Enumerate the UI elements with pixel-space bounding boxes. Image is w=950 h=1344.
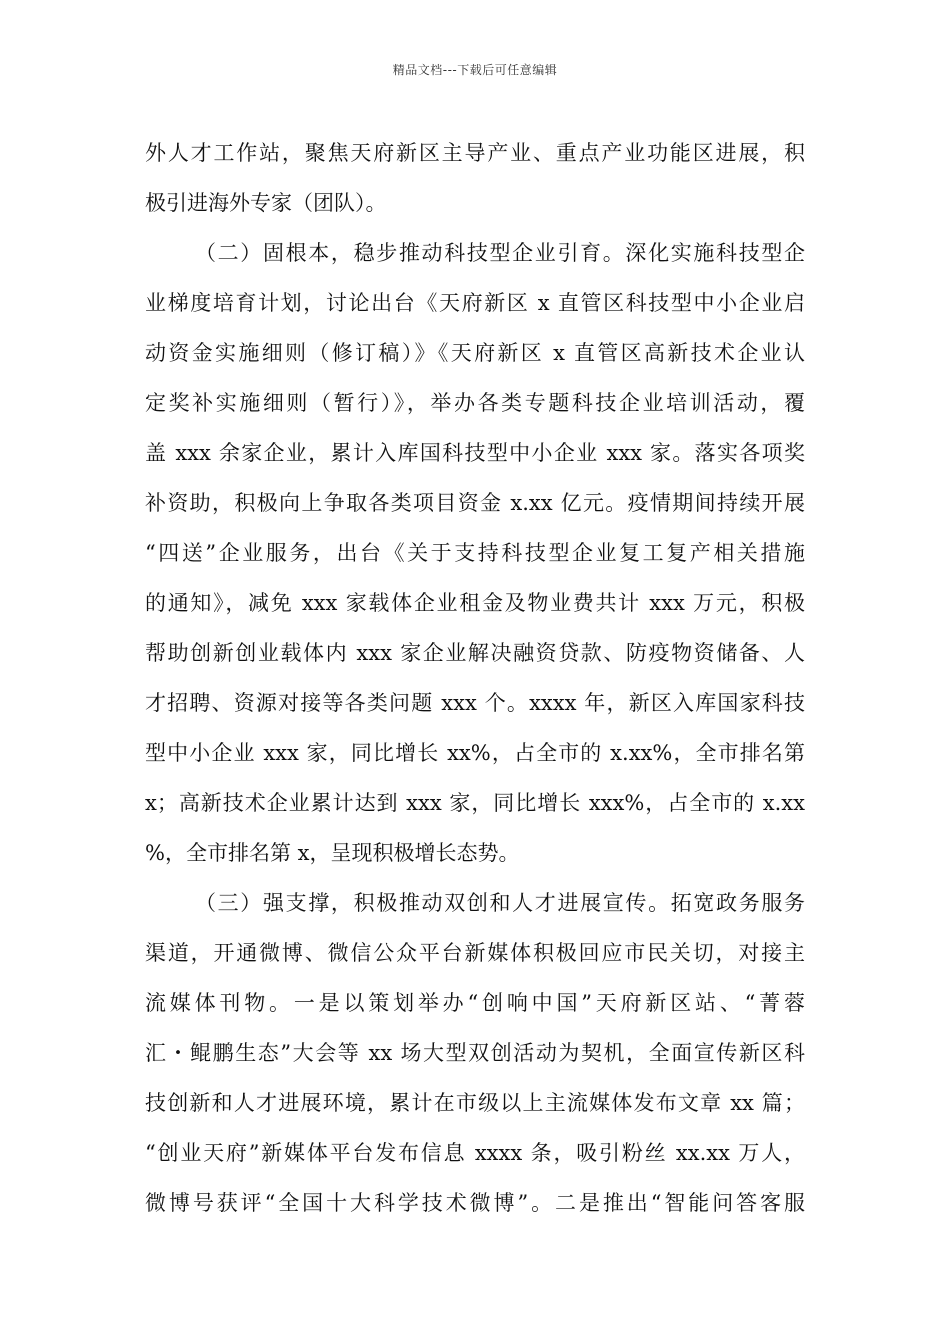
- text-line: （二）固根本，稳步推动科技型企业引育。深化实施科技型企: [195, 241, 805, 265]
- page-header: 精品文档---下载后可任意编辑: [392, 63, 558, 77]
- text-line: 才招聘、资源对接等各类问题 xxx 个。xxxx 年，新区入库国家科技: [145, 691, 805, 715]
- text-line: 技创新和人才进展环境，累计在市级以上主流媒体发布文章 xx 篇；: [145, 1091, 805, 1115]
- text-line: 帮助创新创业载体内 xxx 家企业解决融资贷款、防疫物资储备、人: [145, 641, 805, 665]
- text-line: “四送”企业服务，出台《关于支持科技型企业复工复产相关措施: [145, 541, 805, 565]
- text-line: 型中小企业 xxx 家，同比增长 xx%，占全市的 x.xx%，全市排名第: [145, 741, 805, 765]
- text-line: 汇・鲲鹏生态”大会等 xx 场大型双创活动为契机，全面宣传新区科: [145, 1041, 805, 1065]
- text-line: 渠道，开通微博、微信公众平台新媒体积极回应市民关切，对接主: [145, 941, 805, 965]
- text-line: 业梯度培育计划，讨论出台《天府新区 x 直管区科技型中小企业启: [145, 291, 805, 315]
- text-line: 定奖补实施细则（暂行）》，举办各类专题科技企业培训活动，覆: [145, 391, 805, 415]
- text-line: 微博号获评“全国十大科学技术微博”。二是推出“智能问答客服: [145, 1191, 805, 1215]
- text-line: 流媒体刊物。一是以策划举办“创响中国”天府新区站、“菁蓉: [145, 991, 805, 1015]
- text-line: x；高新技术企业累计达到 xxx 家，同比增长 xxx%，占全市的 x.xx: [145, 791, 805, 815]
- text-line: （三）强支撑，积极推动双创和人才进展宣传。拓宽政务服务: [195, 891, 805, 915]
- text-line: 的通知》，减免 xxx 家载体企业租金及物业费共计 xxx 万元，积极: [145, 591, 805, 615]
- text-line: 盖 xxx 余家企业，累计入库国科技型中小企业 xxx 家。落实各项奖: [145, 441, 805, 465]
- text-line: %，全市排名第 x，呈现积极增长态势。: [145, 841, 520, 865]
- text-line: 补资助，积极向上争取各类项目资金 x.xx 亿元。疫情期间持续开展: [145, 491, 805, 515]
- text-line: “创业天府”新媒体平台发布信息 xxxx 条，吸引粉丝 xx.xx 万人，: [145, 1141, 805, 1165]
- text-line: 极引进海外专家（团队）。: [145, 191, 387, 215]
- text-line: 动资金实施细则（修订稿）》《天府新区 x 直管区高新技术企业认: [145, 341, 805, 365]
- text-line: 外人才工作站，聚焦天府新区主导产业、重点产业功能区进展，积: [145, 141, 805, 165]
